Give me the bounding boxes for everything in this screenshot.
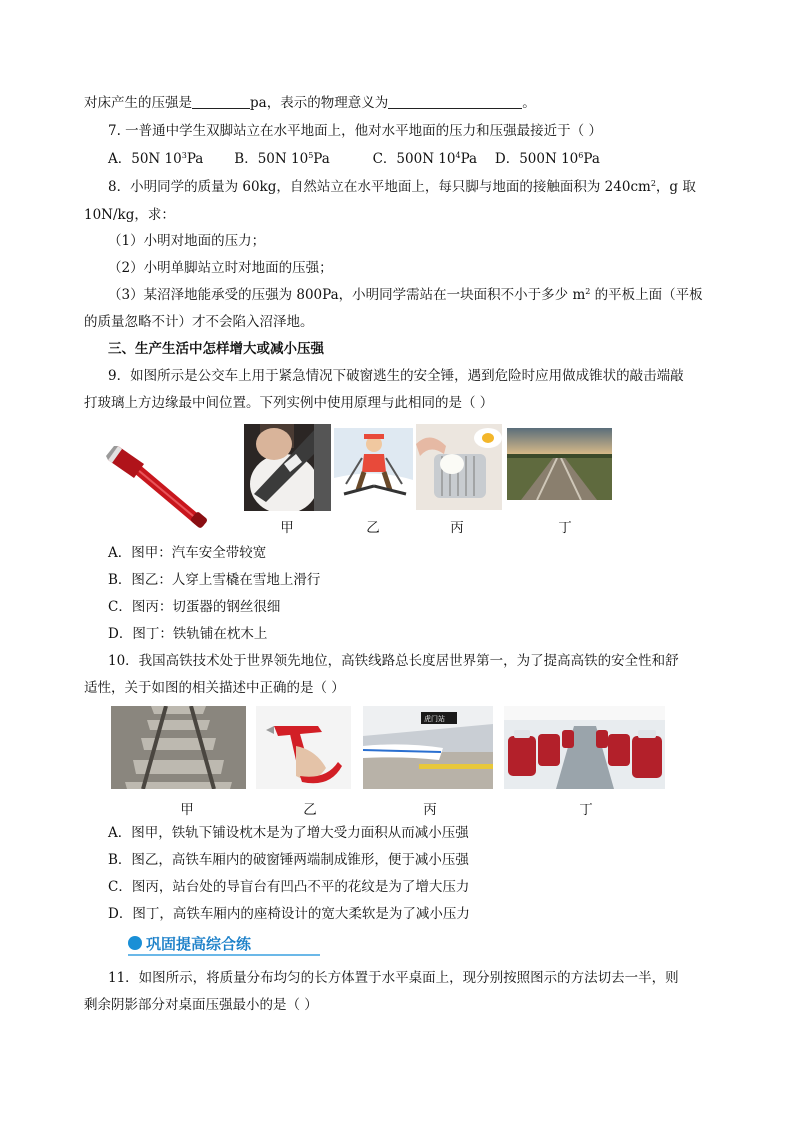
caption-bing: 丙	[450, 520, 464, 536]
question-9-option-c[interactable]: C．图丙：切蛋器的钢丝很细	[108, 599, 281, 615]
caption-yi: 乙	[303, 802, 317, 818]
question-8-sub-1: （1）小明对地面的压力；	[108, 233, 266, 249]
option-c[interactable]: C．500N $10^4Pa$	[372, 151, 478, 167]
option-a[interactable]: A．50N $10^3Pa$	[108, 151, 204, 167]
image-egg-slicer	[416, 424, 502, 510]
question-8-sub-3: （3）某沼泽地能承受的压强为 800Pa，小明同学需站在一块面积不小于多少 $m^2$ 的平板上面（平板	[108, 287, 703, 303]
option-d[interactable]: D．500N $10^6Pa$	[494, 151, 600, 167]
answer-blank[interactable]	[192, 94, 250, 109]
image-seatbelt	[244, 424, 331, 511]
question-10-option-b[interactable]: B．图乙，高铁车厢内的破窗锤两端制成锥形，便于减小压强	[108, 852, 469, 868]
section-heading: 三、生产生活中怎样增大或减小压强	[108, 341, 324, 357]
question-8-sub-2: （2）小明单脚站立时对地面的压强；	[108, 260, 333, 276]
caption-ding: 丁	[558, 520, 572, 536]
caption-ding: 丁	[579, 802, 593, 818]
question-11-stem: 11．如图所示，将质量分布均匀的长方体置于水平桌面上，现分别按照图示的方法切去一半，则	[108, 970, 679, 986]
question-9-option-a[interactable]: A．图甲：汽车安全带较宽	[108, 545, 267, 561]
image-skier	[334, 428, 413, 498]
station-sign-text: 虎门站	[424, 715, 445, 723]
bullet-circle-icon	[128, 936, 142, 950]
question-10-option-c[interactable]: C．图丙，站台处的导盲台有凹凸不平的花纹是为了增大压力	[108, 879, 470, 895]
question-9-option-d[interactable]: D．图丁：铁轨铺在枕木上	[108, 626, 268, 642]
question-9-stem: 9．如图所示是公交车上用于紧急情况下破窗逃生的安全锤，遇到危险时应用做成锥状的敲击端敲	[108, 368, 684, 384]
option-b[interactable]: B．50N $10^5Pa$	[234, 151, 330, 167]
question-8-sub-3-cont: 的质量忽略不计）才不会陷入沼泽地。	[84, 314, 314, 330]
caption-jia: 甲	[180, 802, 194, 818]
question-10-option-d[interactable]: D．图丁，高铁车厢内的座椅设计的宽大柔软是为了减小压力	[108, 906, 470, 922]
caption-jia: 甲	[280, 520, 294, 536]
question-9-option-b[interactable]: B．图乙：人穿上雪橇在雪地上滑行	[108, 572, 321, 588]
caption-yi: 乙	[366, 520, 380, 536]
question-10-option-a[interactable]: A．图甲，铁轨下铺设枕木是为了增大受力面积从而减小压强	[108, 825, 469, 841]
safety-hammer-image	[106, 438, 210, 534]
question-7-stem: 7. 一普通中学生双脚站立在水平地面上，他对水平地面的压力和压强最接近于（ ）	[108, 123, 602, 139]
text: 。	[522, 95, 536, 111]
question-10-stem-cont: 适性，关于如图的相关描述中正确的是（ ）	[84, 680, 345, 696]
question-8-stem-cont: 10N/kg，求：	[84, 207, 175, 223]
question-8-stem: 8．小明同学的质量为 60kg，自然站立在水平地面上，每只脚与地面的接触面积为 $240cm^2$，g 取	[108, 179, 696, 195]
image-track-sleepers	[111, 706, 246, 789]
image-train-hammer	[256, 706, 351, 789]
image-station-platform	[363, 706, 493, 789]
answer-blank[interactable]	[388, 94, 522, 109]
question-7-options	[108, 150, 600, 168]
fill-blank-line	[84, 94, 536, 112]
caption-bing: 丙	[423, 802, 437, 818]
section-header-consolidate	[128, 932, 320, 956]
question-10-stem: 10．我国高铁技术处于世界领先地位，高铁线路总长度居世界第一，为了提高高铁的安全性和舒	[108, 653, 679, 669]
question-9-stem-cont: 打玻璃上方边缘最中间位置。下列实例中使用原理与此相同的是（ ）	[84, 395, 494, 411]
section-title: 巩固提高综合练	[146, 935, 252, 953]
question-11-stem-cont: 剩余阴影部分对桌面压强最小的是（ ）	[84, 997, 318, 1013]
text: 对床产生的压强是	[84, 95, 192, 111]
text: pa，表示的物理意义为	[250, 95, 389, 111]
image-railway	[507, 428, 612, 500]
image-train-seats	[504, 706, 665, 789]
divider	[128, 954, 320, 956]
